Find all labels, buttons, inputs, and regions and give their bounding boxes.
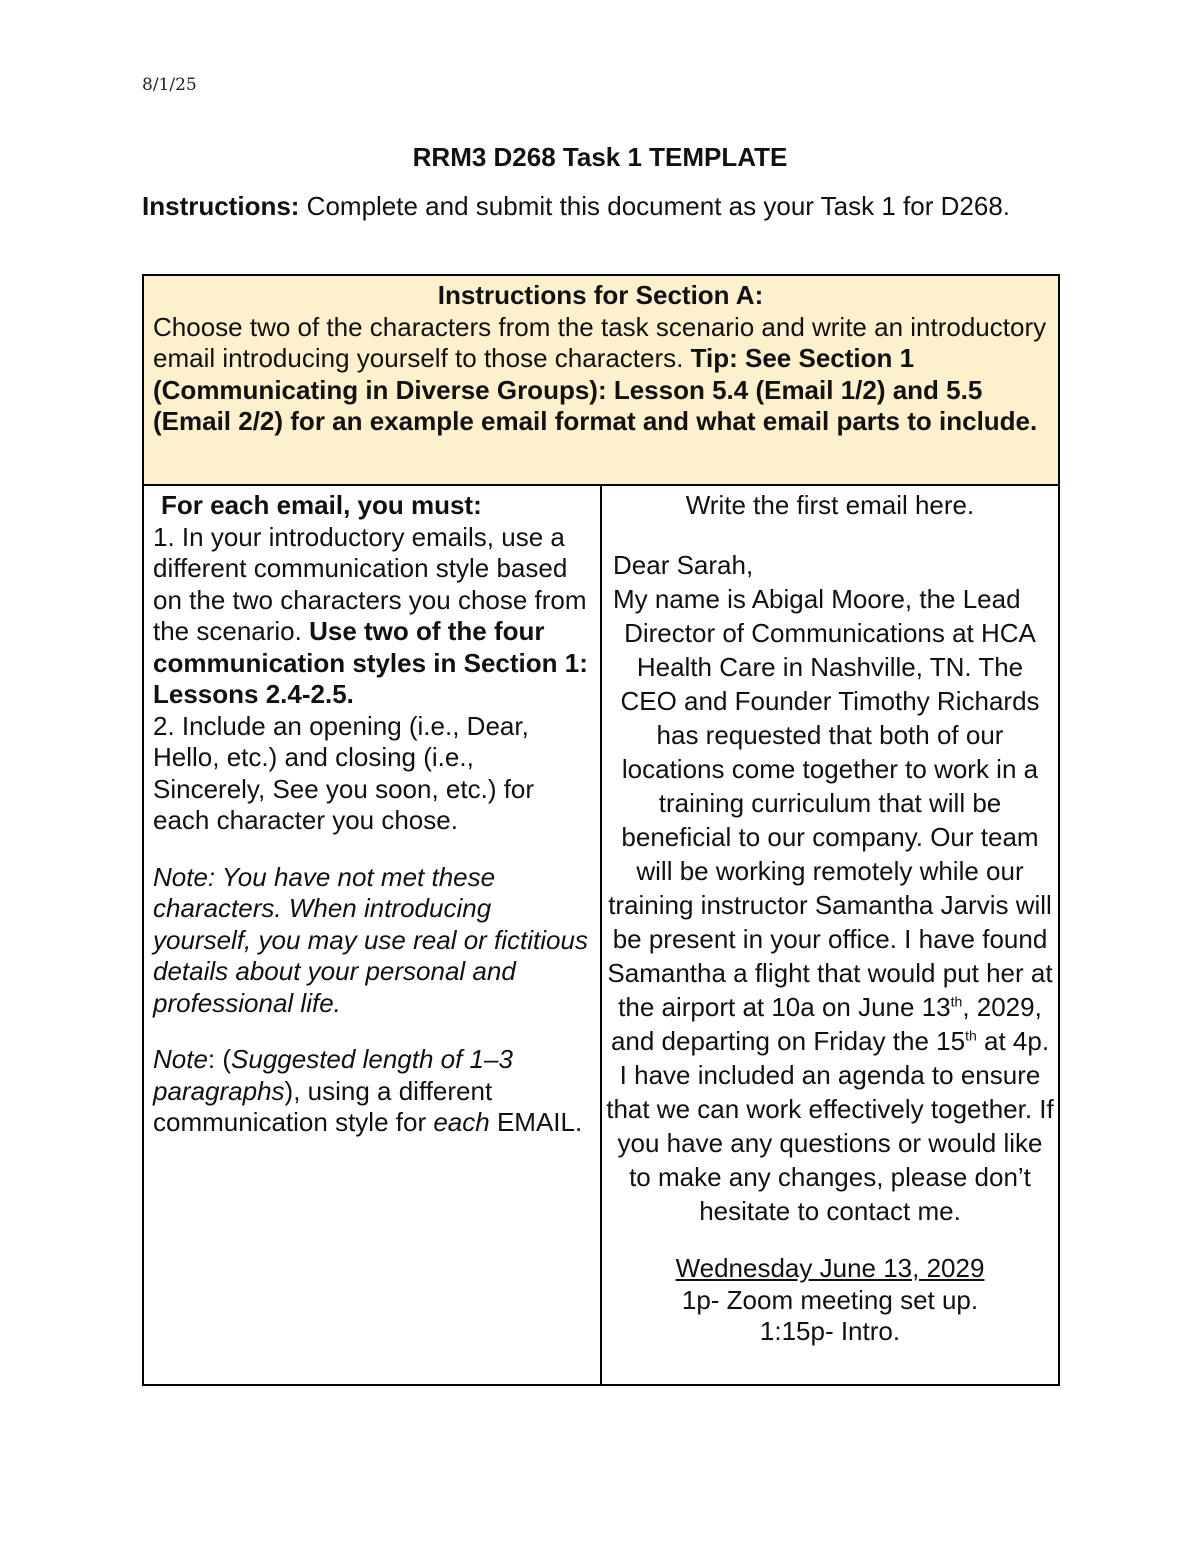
note-2 <box>153 1044 593 1139</box>
requirement-item-1 <box>153 522 593 711</box>
requirements-heading: For each email, you must: <box>161 490 482 520</box>
note-2-mid: ), using a different communication style for <box>153 1075 493 1137</box>
section-a-heading: Instructions for Section A: <box>437 280 764 310</box>
email-prompt: Write the first email here. <box>685 490 975 520</box>
agenda-date: Wednesday June 13, 2029 <box>675 1253 985 1283</box>
email-body <box>606 616 1054 1228</box>
email-body-part-3: at 4p. I have included an agenda to ensure that we can work effectively together. If you have any questions or would like to make any changes, please don’t hesitate to contact me. <box>606 1026 1054 1226</box>
agenda-item: 1p- Zoom meeting set up. <box>681 1284 979 1315</box>
ordinal-suffix-2: th <box>965 1027 977 1044</box>
email-intro-line: My name is Abigal Moore, the Lead <box>613 584 1021 614</box>
section-a-instructions-cell <box>144 276 1058 486</box>
section-a-text: Choose two of the characters from the task scenario and write an introductory email introducing yourself to those characters. <box>153 311 1047 373</box>
spacer <box>606 521 1054 548</box>
email-body-part-1: Director of Communications at HCA Health Care in Nashville, TN. The CEO and Founder Timothy Richards has requested that both of our locations come together to work in a training curriculum that will be beneficial to our company. Our team will be working remotely while our training instructor Samantha Jarvis will be present in your office. I have found Samantha a flight that would put her at the airport at 10a on June 13 <box>607 618 1053 1022</box>
requirement-item-2: 2. Include an opening (i.e., Dear, Hello, etc.) and closing (i.e., Sincerely, See you soon, etc.) for each character you chose. <box>153 710 535 835</box>
email-body-part-2: , 2029, and departing on Friday the 15 <box>610 992 1042 1056</box>
spacer <box>153 1019 593 1044</box>
document-instructions <box>142 190 1052 223</box>
requirement-item-1-bold: Use two of the four communication styles in Section 1: Lessons 2.4-2.5. <box>153 616 588 709</box>
section-a-tip: Tip: See Section 1 (Communicating in Diverse Groups): Lesson 5.4 (Email 1/2) and 5.5 (Email 2/2) for an example email format and what email parts to include. <box>153 343 1038 436</box>
email-cell <box>606 490 1054 1348</box>
agenda-item: 1:15p- Intro. <box>759 1316 901 1346</box>
instructions-label: Instructions: <box>142 191 300 221</box>
task-table <box>142 274 1060 1386</box>
document-date: 8/1/25 <box>142 75 197 95</box>
page-title: RRM3 D268 Task 1 TEMPLATE <box>412 142 788 172</box>
email-greeting: Dear Sarah, <box>613 550 754 580</box>
note-2-label: Note <box>153 1044 208 1074</box>
spacer <box>606 1228 1054 1253</box>
requirements-cell <box>153 490 593 1139</box>
column-divider <box>600 486 602 1384</box>
spacer <box>153 837 593 862</box>
section-a-body <box>153 312 1048 438</box>
requirement-item-1-text: 1. In your introductory emails, use a different communication style based on the two characters you chose from the scenario. <box>153 521 587 646</box>
note-1: Note: You have not met these characters. When introducing yourself, you may use real or fictitious details about your personal and professional life. <box>153 861 588 1018</box>
note-2-colon: : ( <box>207 1044 232 1074</box>
note-2-length: Suggested length of 1–3 paragraphs <box>153 1044 513 1106</box>
note-2-end: EMAIL. <box>489 1107 583 1137</box>
note-2-each: each <box>433 1107 490 1137</box>
ordinal-suffix-1: th <box>950 993 963 1010</box>
instructions-text: Complete and submit this document as your Task 1 for D268. <box>299 191 1010 221</box>
